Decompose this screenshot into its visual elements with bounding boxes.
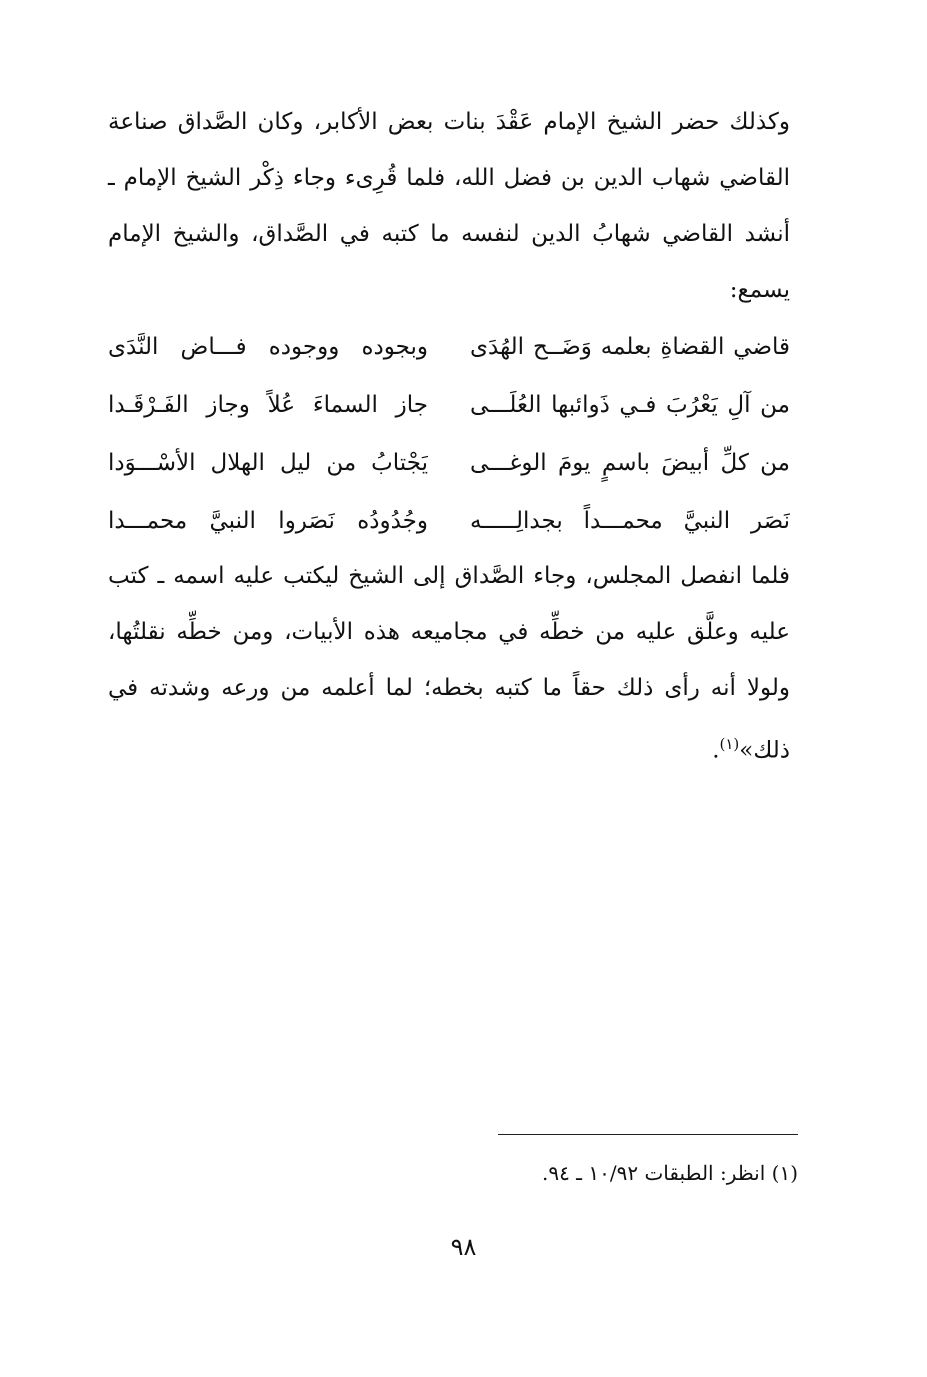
verse-second-hemistich: جاز السماءَ عُلاً وجاز الفَـرْقَـدا xyxy=(108,392,428,418)
verse-line xyxy=(108,376,790,434)
verse-line xyxy=(108,318,790,376)
paragraph-intro xyxy=(108,94,790,318)
paragraph-intro-text: وكذلك حضر الشيخ الإمام عَقْدَ بنات بعض الأكابر، وكان الصَّداق صناعة القاضي شهاب الدين بن فضل الله، فلما قُرِىء وجاء ذِكْر الشيخ الإمام ـ أنشد القاضي شهابُ الدين لنفسه ما كتبه في الصَّداق، والشيخ الإمام يسمع: xyxy=(108,109,790,303)
footnote: (١) انظر: الطبقات ١٠/٩٢ ـ ٩٤. xyxy=(541,1161,798,1185)
footnote-divider xyxy=(498,1134,798,1135)
verse-second-hemistich: يَجْتابُ من ليل الهلال الأسْـــوَدا xyxy=(108,450,428,476)
verse-first-hemistich: نَصَر النبيَّ محمـــداً بجدالِـــــه xyxy=(470,508,790,534)
paragraph-conclusion-end: . xyxy=(712,737,720,764)
verse-line xyxy=(108,492,790,550)
verse-second-hemistich: وبجوده ووجوده فـــاض النَّدَى xyxy=(108,334,428,360)
verse-first-hemistich: قاضي القضاةِ بعلمه وَضَــح الهُدَى xyxy=(470,334,790,360)
paragraph-conclusion xyxy=(108,548,790,779)
footnote-reference: (١) xyxy=(719,735,740,753)
verse-second-hemistich: وجُدُودُه نَصَروا النبيَّ محمـــدا xyxy=(108,508,428,534)
page-number: ٩٨ xyxy=(450,1233,477,1261)
poem xyxy=(108,318,790,550)
verse-first-hemistich: من كلِّ أبيضَ باسمٍ يومَ الوغـــى xyxy=(470,450,790,476)
paragraph-conclusion-text: فلما انفصل المجلس، وجاء الصَّداق إلى الشيخ ليكتب عليه اسمه ـ كتب عليه وعلَّق عليه من خطِّه في مجاميعه هذه الأبيات، ومن خطِّه نقلتُها، ولولا أنه رأى ذلك حقاً ما كتبه بخطه؛ لما أعلمه من ورعه وشدته في ذلك» xyxy=(108,563,790,764)
verse-first-hemistich: من آلِ يَعْرُبَ فـي ذَوائبها العُلَـــى xyxy=(470,392,790,418)
verse-line xyxy=(108,434,790,492)
